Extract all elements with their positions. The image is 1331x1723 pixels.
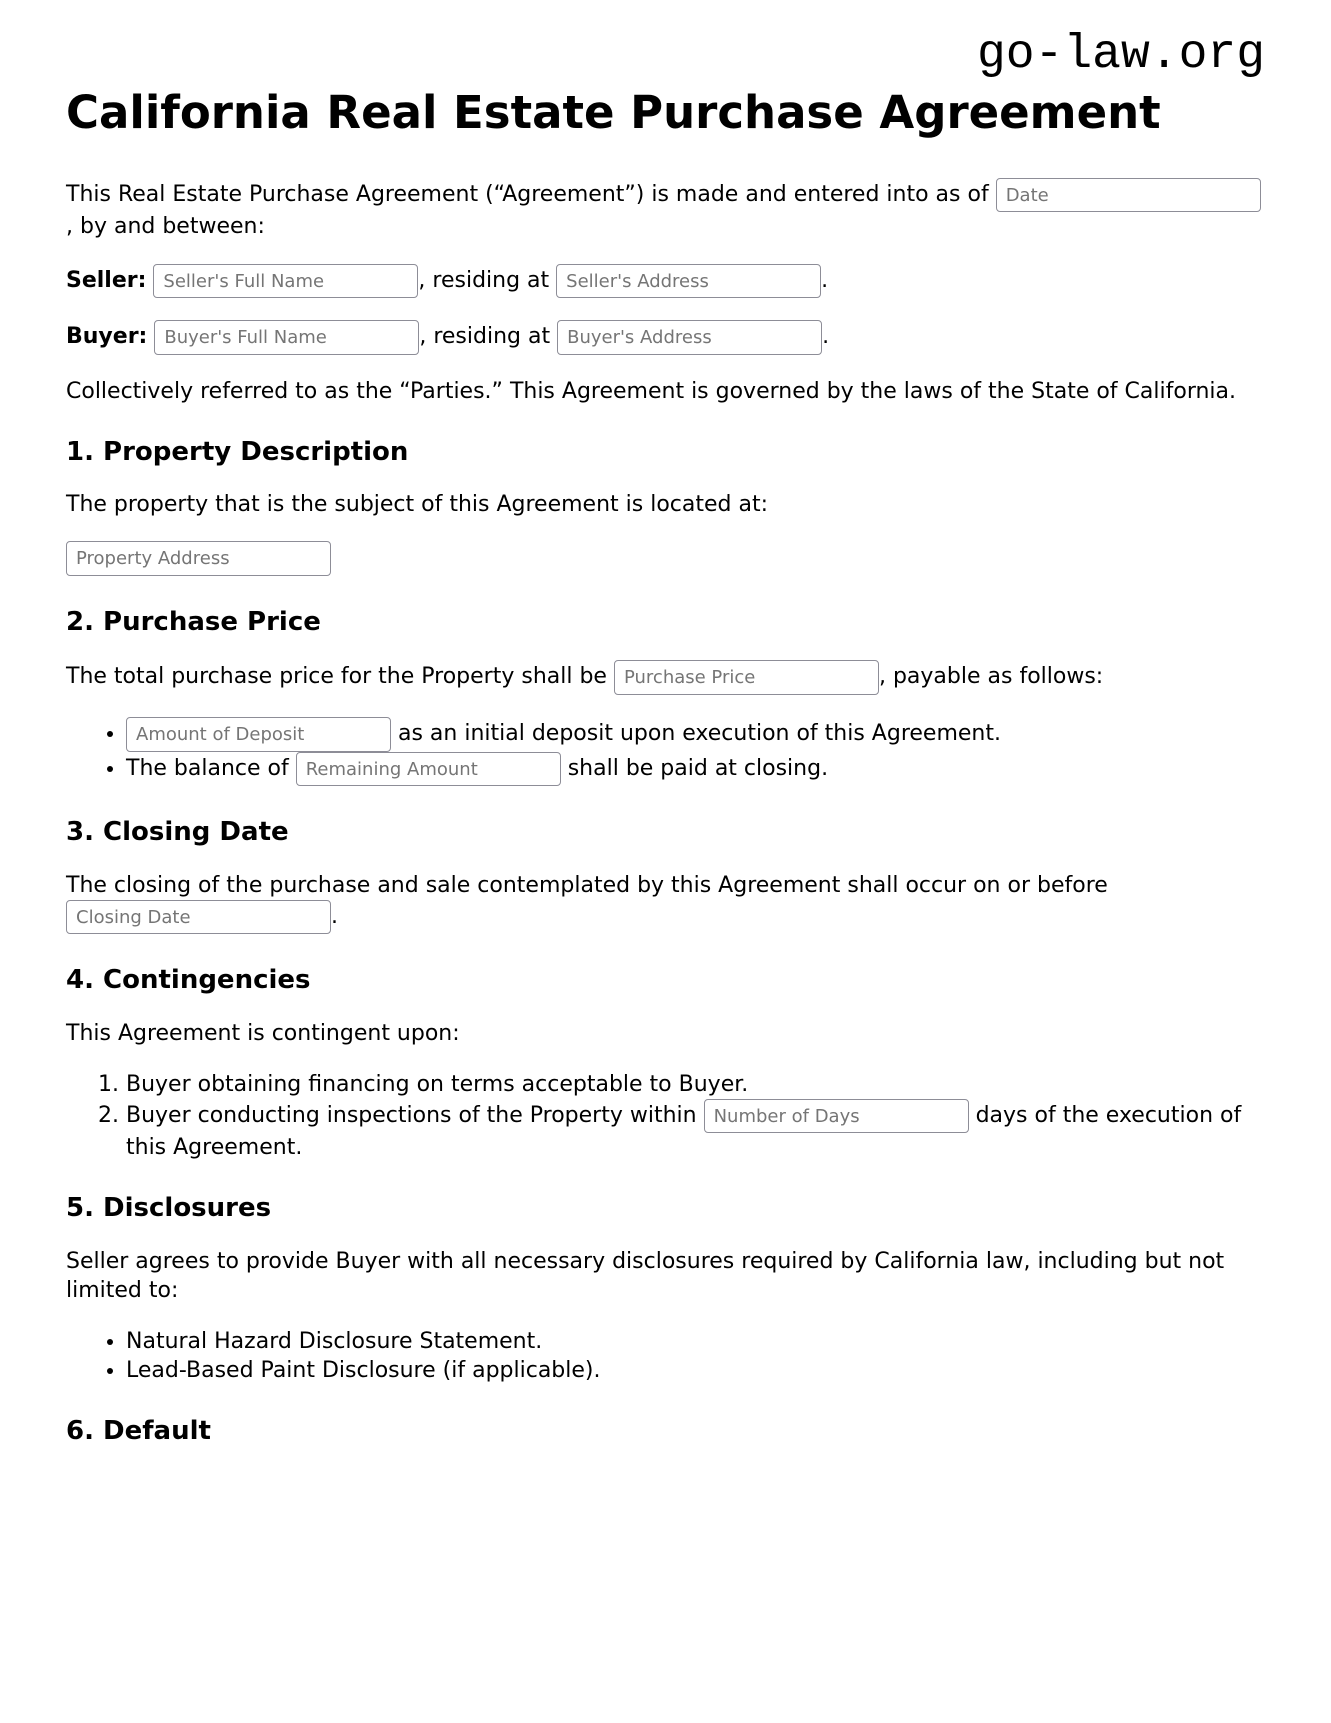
seller-period: . — [821, 267, 829, 293]
price-text-before: The total purchase price for the Property shall be — [66, 664, 614, 690]
date-input[interactable] — [996, 178, 1261, 213]
deposit-amount-input[interactable] — [126, 717, 391, 752]
disclosure-item-natural-hazard: • Natural Hazard Disclosure Statement. — [126, 1327, 1265, 1356]
closing-date-input[interactable] — [66, 900, 331, 935]
seller-label: Seller: — [66, 267, 147, 293]
disclosures-list — [66, 1327, 1265, 1385]
balance-text-before: The balance of — [126, 755, 296, 781]
closing-text-after: . — [331, 903, 338, 929]
closing-text-before: The closing of the purchase and sale contemplated by this Agreement shall occur on or before — [66, 872, 1108, 898]
section-heading-property: 1. Property Description — [66, 436, 409, 467]
deposit-text: as an initial deposit upon execution of this Agreement. — [391, 720, 1001, 746]
inspections-text-after: days of the execution of this Agreement. — [126, 1102, 1242, 1161]
property-address-row — [66, 541, 1265, 576]
purchase-price-input[interactable] — [614, 660, 879, 695]
balance-item — [126, 752, 1265, 787]
property-address-input[interactable] — [66, 541, 331, 576]
disclosures-body: Seller agrees to provide Buyer with all necessary disclosures required by California law, including but not limited to: — [66, 1248, 1225, 1303]
intro-text-after: , by and between: — [66, 214, 265, 240]
intro-text-before: This Real Estate Purchase Agreement (“Agreement”) is made and entered into as of — [66, 181, 996, 207]
section-heading-price: 2. Purchase Price — [66, 606, 321, 637]
price-text-after: , payable as follows: — [878, 664, 1104, 690]
page-title: California Real Estate Purchase Agreement — [66, 86, 1161, 140]
contingency-item-financing: 1. Buyer obtaining financing on terms acceptable to Buyer. — [126, 1070, 1265, 1099]
number-of-days-input[interactable] — [704, 1099, 969, 1134]
section-heading-default: 6. Default — [66, 1416, 211, 1447]
contingencies-list — [66, 1070, 1265, 1163]
buyer-mid-text: , residing at — [419, 324, 558, 350]
contingency-item-inspections — [126, 1099, 1265, 1163]
closing-paragraph — [66, 871, 1265, 935]
seller-mid-text: , residing at — [418, 267, 557, 293]
property-body: The property that is the subject of this Agreement is located at: — [66, 492, 769, 518]
buyer-row — [66, 320, 1265, 355]
contingencies-body: This Agreement is contingent upon: — [66, 1020, 460, 1046]
section-heading-disclosures: 5. Disclosures — [66, 1193, 272, 1224]
balance-text-after: shall be paid at closing. — [560, 755, 829, 781]
disclosure-item-lead-paint: • Lead-Based Paint Disclosure (if applicable). — [126, 1356, 1265, 1385]
price-paragraph — [66, 660, 1265, 695]
remaining-amount-input[interactable] — [296, 752, 561, 787]
buyer-name-input[interactable] — [154, 320, 419, 355]
buyer-label: Buyer: — [66, 324, 148, 350]
seller-name-input[interactable] — [153, 264, 418, 299]
section-heading-closing: 3. Closing Date — [66, 817, 289, 848]
parties-clause: Collectively referred to as the “Parties.” This Agreement is governed by the laws of the State of California. — [66, 378, 1237, 404]
site-logo: go-law.org — [976, 28, 1265, 82]
buyer-address-input[interactable] — [557, 320, 822, 355]
inspections-text-before: Buyer conducting inspections of the Property within — [126, 1102, 704, 1128]
deposit-item — [126, 717, 1265, 752]
intro-paragraph — [66, 178, 1265, 242]
buyer-period: . — [822, 324, 830, 350]
seller-row — [66, 264, 1265, 299]
section-heading-contingencies: 4. Contingencies — [66, 965, 311, 996]
seller-address-input[interactable] — [556, 264, 821, 299]
price-terms-list — [66, 717, 1265, 786]
